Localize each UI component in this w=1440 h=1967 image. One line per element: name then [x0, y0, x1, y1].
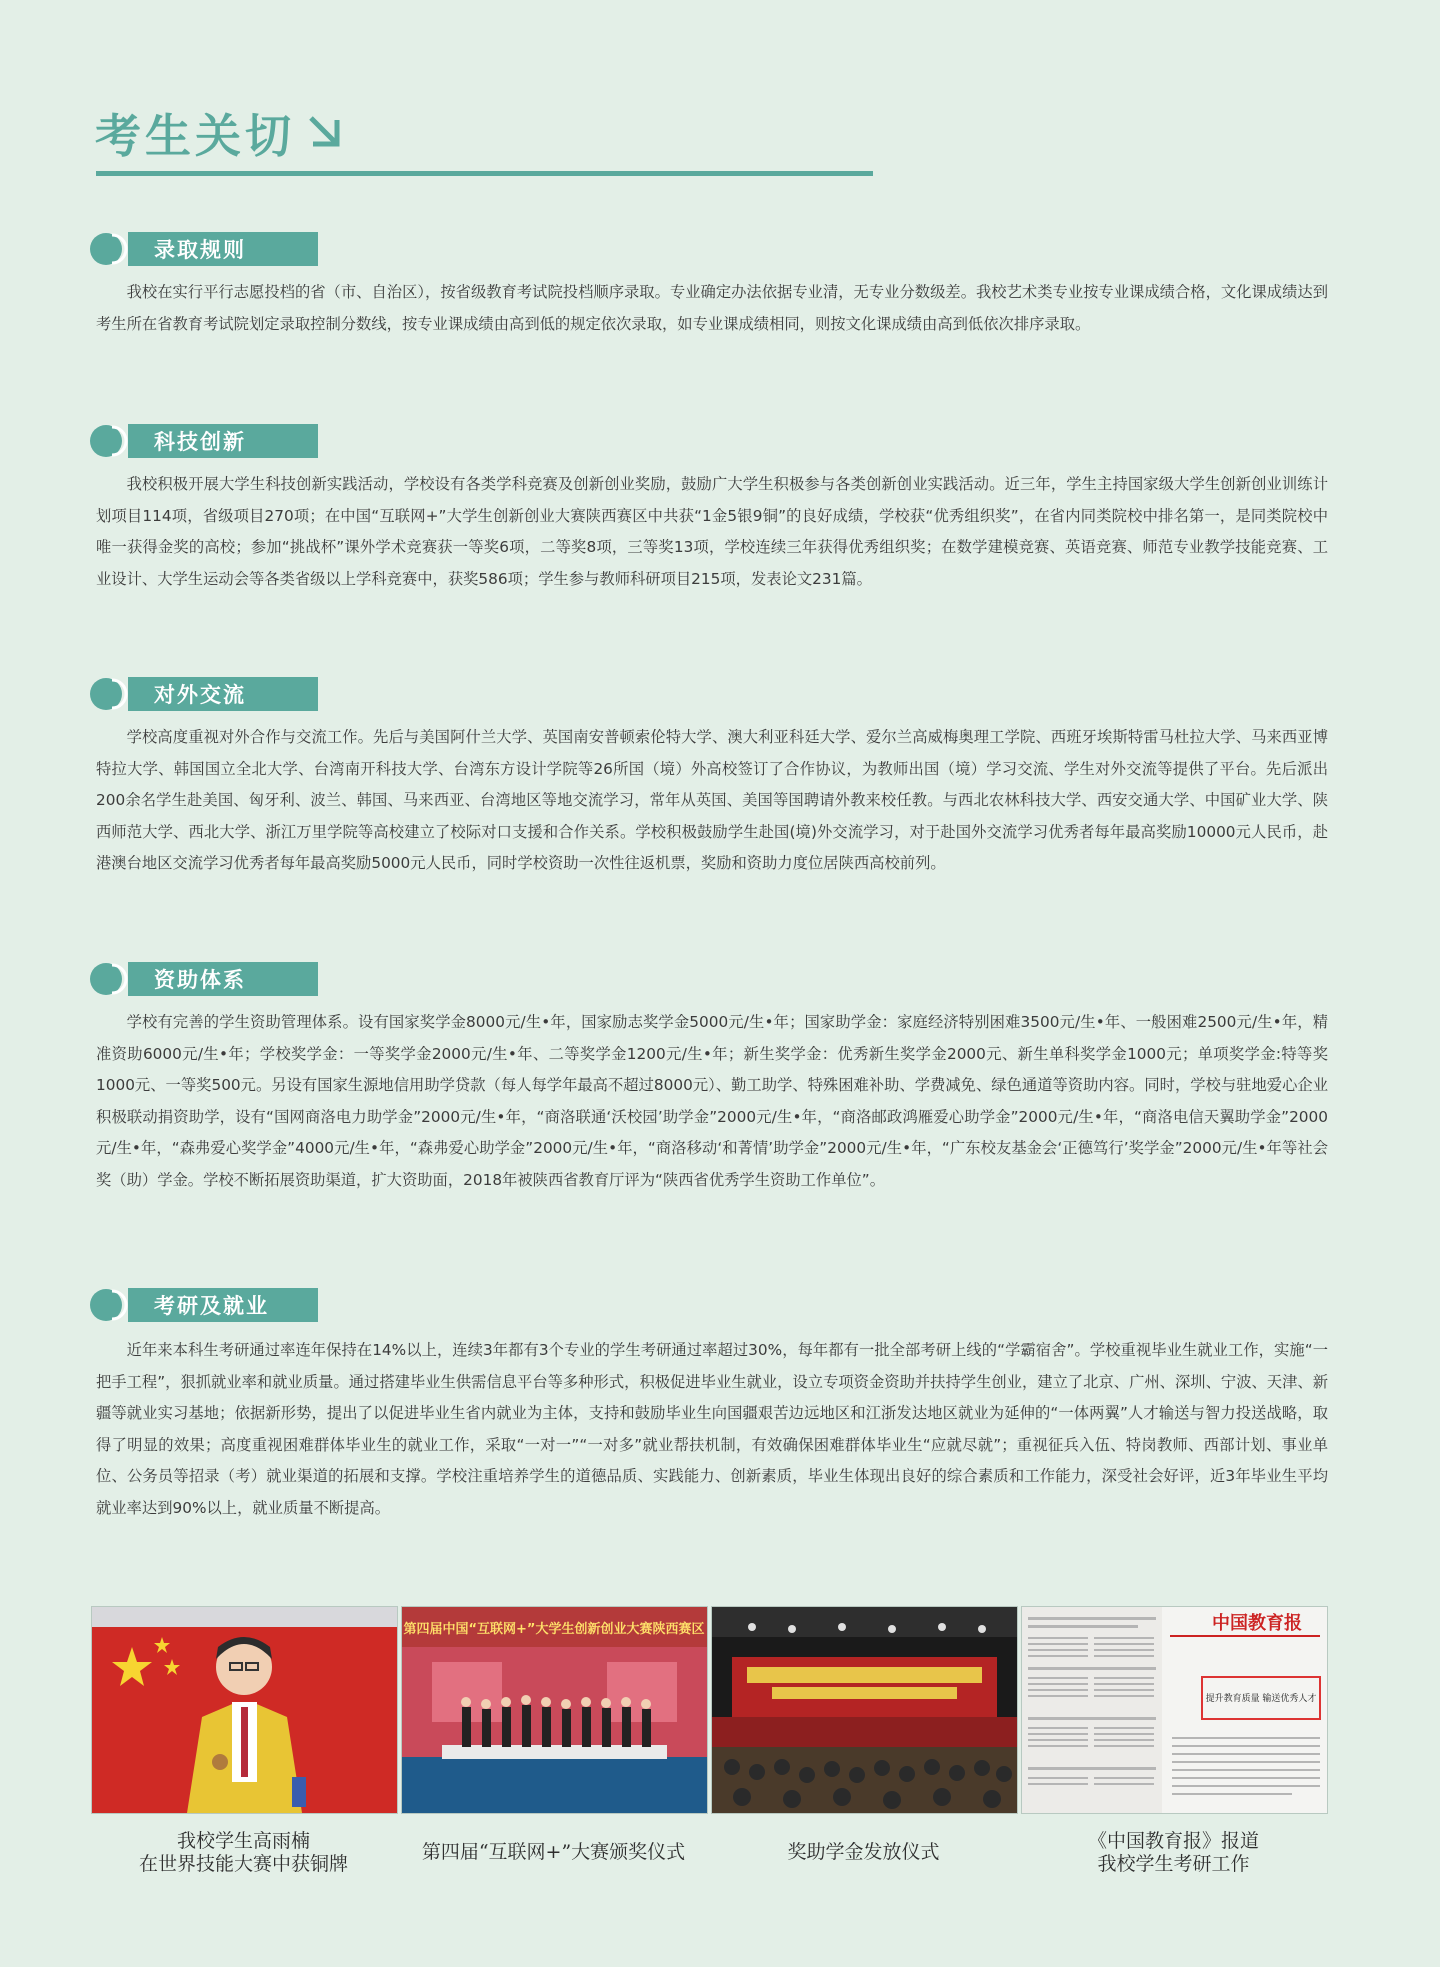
photo-scholarship-ceremony	[711, 1606, 1018, 1814]
section-body-graduate-employment: 近年来本科生考研通过率连年保持在14%以上，连续3年都有3个专业的学生考研通过率超过30%，每年都有一批全部考研上线的“学霸宿舍”。学校重视毕业生就业工作，实施“一把手工程”，狠抓就业率和就业质量。通过搭建毕业生供需信息平台等多种形式，积极促进毕业生就业，设立专项资金资助并扶持学生创业，建立了北京、广州、深圳、宁波、天津、新疆等就业实习基地；依据新形势，提出了以促进毕业生省内就业为主体，支持和鼓励毕业生向国疆艰苦边远地区和江浙发达地区就业为延伸的“一体两翼”人才输送与智力投送战略，取得了明显的效果；高度重视困难群体毕业生的就业工作，采取“一对一”“一对多”就业帮扶机制，有效确保困难群体毕业生“应就尽就”；重视征兵入伍、特岗教师、西部计划、事业单位、公务员等招录（考）就业渠道的拓展和支撑。学校注重培养学生的道德品质、实践能力、创新素质，毕业生体现出良好的综合素质和工作能力，深受社会好评，近3年毕业生平均就业率达到90%以上，就业质量不断提高。	[96, 1341, 1328, 1517]
title-rule	[96, 171, 873, 176]
photo-newspaper-report	[1021, 1606, 1328, 1814]
section-body-admission: 我校在实行平行志愿投档的省（市、自治区），按省级教育考试院投档顺序录取。专业确定办法依据专业清，无专业分数级差。我校艺术类专业按专业课成绩合格，文化课成绩达到考生所在省教育考试院划定录取控制分数线，按专业课成绩由高到低的规定依次录取，如专业课成绩相同，则按文化课成绩由高到低依次排序录取。	[96, 283, 1328, 333]
photo-scholarship-image	[712, 1607, 1017, 1813]
section-title: 科技创新	[154, 430, 246, 454]
arrow-down-right-icon	[305, 112, 345, 159]
photo-skills-medal-image	[92, 1607, 397, 1813]
newspaper-masthead: 中国教育报	[1212, 1613, 1302, 1634]
caption-newspaper	[1021, 1830, 1326, 1876]
section-title: 考研及就业	[154, 1294, 269, 1318]
section-header-financial-aid	[90, 962, 318, 996]
section-badge-icon	[90, 1288, 128, 1322]
caption-line: 在世界技能大赛中获铜牌	[138, 1853, 348, 1875]
caption-internet-plus	[401, 1841, 706, 1864]
section-header-exchange	[90, 677, 318, 711]
caption-line: 奖助学金发放仪式	[787, 1841, 940, 1863]
banner-text: 第四届中国“互联网+”大学生创新创业大赛陕西赛区	[403, 1622, 705, 1637]
section-badge-icon	[90, 677, 128, 711]
section-header-admission	[90, 232, 318, 266]
section-badge-icon	[90, 232, 128, 266]
section-body-exchange: 学校高度重视对外合作与交流工作。先后与美国阿什兰大学、英国南安普顿索伦特大学、澳大利亚科廷大学、爱尔兰高威梅奥理工学院、西班牙埃斯特雷马杜拉大学、马来西亚博特拉大学、韩国国立全北大学、台湾南开科技大学、台湾东方设计学院等26所国（境）外高校签订了合作协议，为教师出国（境）学习交流、学生对外交流等提供了平台。先后派出200余名学生赴美国、匈牙利、波兰、韩国、马来西亚、台湾地区等地交流学习，常年从英国、美国等国聘请外教来校任教。与西北农林科技大学、西安交通大学、中国矿业大学、陕西师范大学、西北大学、浙江万里学院等高校建立了校际对口支援和合作关系。学校积极鼓励学生赴国(境)外交流学习，对于赴国外交流学习优秀者每年最高奖励10000元人民币，赴港澳台地区交流学习优秀者每年最高奖励5000元人民币，同时学校资助一次性往返机票，奖励和资助力度位居陕西高校前列。	[96, 728, 1328, 872]
page-title	[95, 108, 345, 163]
photo-newspaper-image	[1022, 1607, 1327, 1813]
caption-skills-medal	[91, 1830, 396, 1876]
caption-scholarship	[711, 1841, 1016, 1864]
section-body-financial-aid: 学校有完善的学生资助管理体系。设有国家奖学金8000元/生•年，国家励志奖学金5000元/生•年；国家助学金：家庭经济特别困难3500元/生•年、一般困难2500元/生•年，精准资助6000元/生•年；学校奖学金：一等奖学金2000元/生•年、二等奖学金1200元/生•年；新生奖学金：优秀新生奖学金2000元、新生单科奖学金1000元；单项奖学金:特等奖1000元、一等奖500元。另设有国家生源地信用助学贷款（每人每学年最高不超过8000元）、勤工助学、特殊困难补助、学费减免、绿色通道等资助内容。同时，学校与驻地爱心企业积极联动捐资助学，设有“国网商洛电力助学金”2000元/生•年，“商洛联通‘沃校园’助学金”2000元/生•年，“商洛邮政鸿雁爱心助学金”2000元/生•年，“商洛电信天翼助学金”2000元/生•年，“森弗爱心奖学金”4000元/生•年，“森弗爱心助学金”2000元/生•年，“商洛移动‘和菁情’助学金”2000元/生•年，“广东校友基金会‘正德笃行’奖学金”2000元/生•年等社会奖（助）学金。学校不断拓展资助渠道，扩大资助面，2018年被陕西省教育厅评为“陕西省优秀学生资助工作单位”。	[96, 1013, 1328, 1189]
section-title: 资助体系	[154, 968, 246, 992]
section-title: 对外交流	[154, 683, 246, 707]
section-body-innovation: 我校积极开展大学生科技创新实践活动，学校设有各类学科竞赛及创新创业奖励，鼓励广大学生积极参与各类创新创业实践活动。近三年，学生主持国家级大学生创新创业训练计划项目114项，省级项目270项；在中国“互联网+”大学生创新创业大赛陕西赛区中共获“1金5银9铜”的良好成绩，学校获“优秀组织奖”，在省内同类院校中排名第一，是同类院校中唯一获得金奖的高校；参加“挑战杯”课外学术竞赛获一等奖6项，二等奖8项，三等奖13项，学校连续三年获得优秀组织奖；在数学建模竞赛、英语竞赛、师范专业教学技能竞赛、工业设计、大学生运动会等各类省级以上学科竞赛中，获奖586项；学生参与教师科研项目215项，发表论文231篇。	[96, 475, 1328, 588]
section-badge-icon	[90, 424, 128, 458]
photo-internet-plus-ceremony	[401, 1606, 708, 1814]
caption-line: 《中国教育报》报道	[1087, 1830, 1259, 1852]
photo-skills-medal	[91, 1606, 398, 1814]
caption-line: 我校学生考研工作	[1097, 1853, 1250, 1875]
newspaper-headline: 提升教育质量 输送优秀人才	[1205, 1694, 1317, 1704]
section-header-innovation	[90, 424, 318, 458]
caption-line: 我校学生高雨楠	[176, 1830, 310, 1852]
section-title: 录取规则	[154, 238, 246, 262]
caption-line: 第四届“互联网+”大赛颁奖仪式	[421, 1841, 686, 1863]
page-title-text: 考生关切	[95, 108, 295, 163]
section-header-graduate-employment	[90, 1288, 318, 1322]
photo-internet-plus-image	[402, 1607, 707, 1813]
section-badge-icon	[90, 962, 128, 996]
